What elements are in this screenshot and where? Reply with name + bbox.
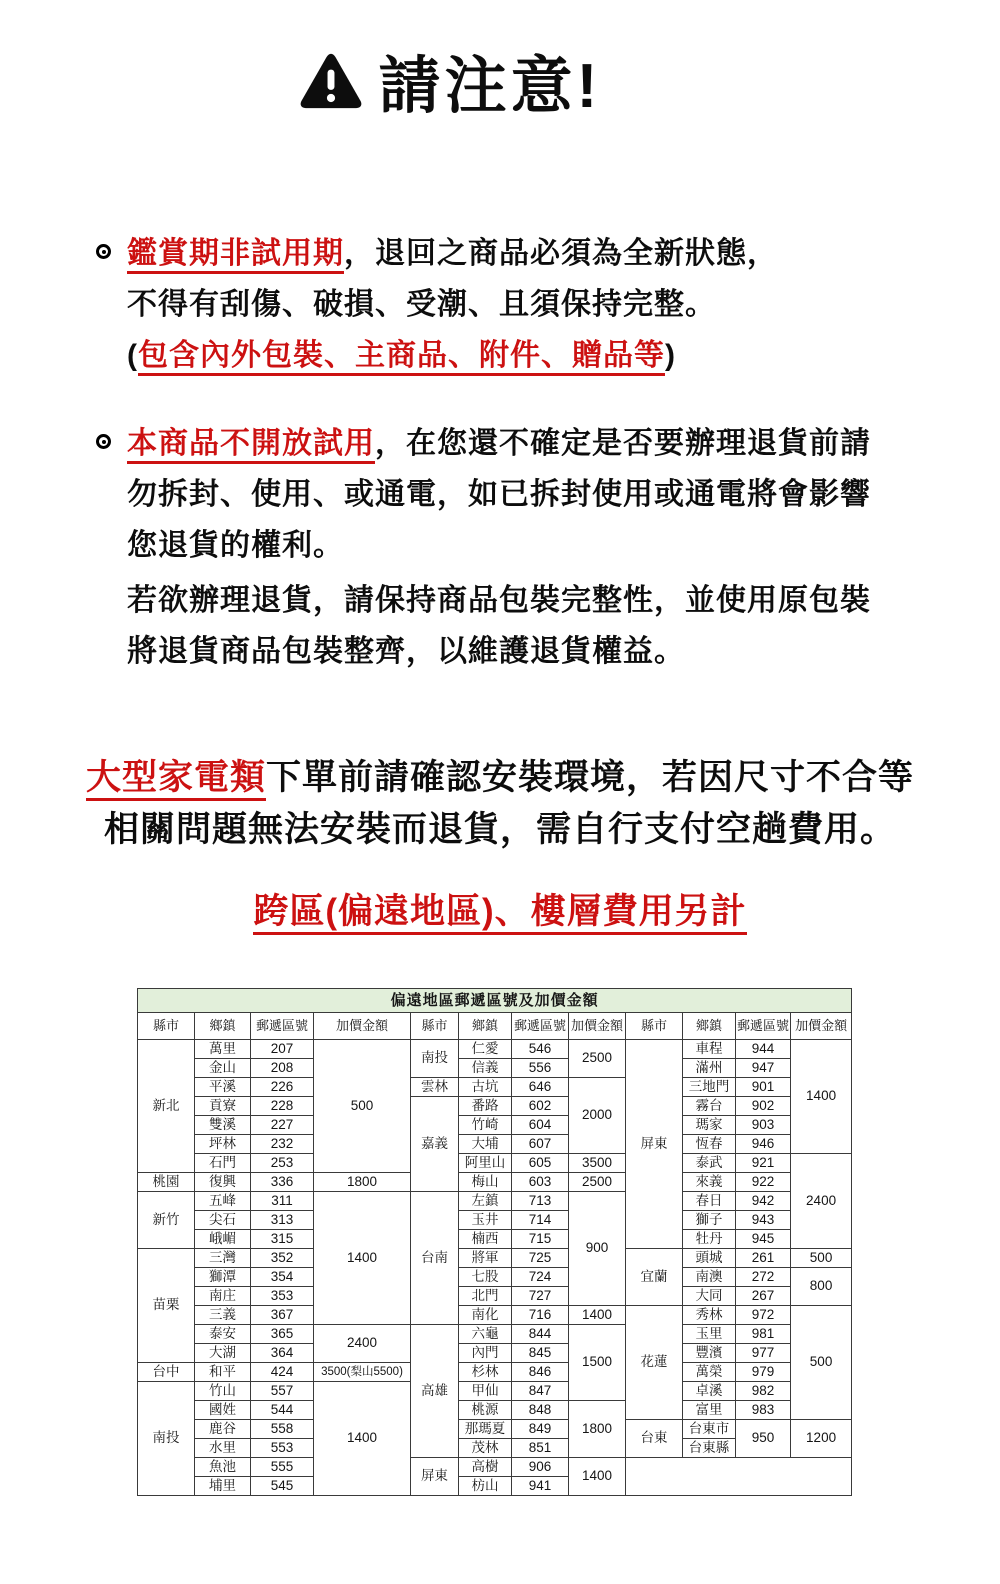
table-cell: 844: [512, 1325, 569, 1344]
table-cell: 甲仙: [459, 1382, 512, 1401]
table-cell: 603: [512, 1173, 569, 1192]
table-cell: 979: [736, 1363, 791, 1382]
table-row: [138, 1363, 852, 1382]
table-column-header: 縣市: [138, 1013, 195, 1040]
table-cell: 226: [251, 1078, 314, 1097]
table-cell: 604: [512, 1116, 569, 1135]
table-cell: 內門: [459, 1344, 512, 1363]
table-cell: 台東縣: [683, 1439, 736, 1458]
table-row: [138, 1268, 852, 1287]
table-cell: 頭城: [683, 1249, 736, 1268]
table-cell: 900: [569, 1192, 626, 1306]
table-cell: 367: [251, 1306, 314, 1325]
table-cell: 瑪家: [683, 1116, 736, 1135]
table-cell: 三地門: [683, 1078, 736, 1097]
table-column-header: 加價金額: [314, 1013, 411, 1040]
table-cell: 353: [251, 1287, 314, 1306]
table-cell: 261: [736, 1249, 791, 1268]
table-cell: 901: [736, 1078, 791, 1097]
table-cell: 207: [251, 1040, 314, 1059]
table-cell: 桃園: [138, 1173, 195, 1192]
table-cell: 267: [736, 1287, 791, 1306]
table-cell: 906: [512, 1458, 569, 1477]
table-cell: 牡丹: [683, 1230, 736, 1249]
table-cell: 364: [251, 1344, 314, 1363]
table-cell: 屏東: [411, 1458, 459, 1496]
table-column-header: 郵遞區號: [512, 1013, 569, 1040]
table-cell: 滿州: [683, 1059, 736, 1078]
table-cell: 950: [736, 1420, 791, 1458]
bullet-icon: [96, 434, 111, 449]
table-cell: 945: [736, 1230, 791, 1249]
notice-item-no-trial: [96, 418, 871, 677]
table-cell: 556: [512, 1059, 569, 1078]
notice-line: 鑑賞期非試用期，退回之商品必須為全新狀態，: [127, 228, 778, 279]
table-cell: 3500(梨山5500): [314, 1363, 411, 1382]
table-cell: 玉井: [459, 1211, 512, 1230]
table-cell: 555: [251, 1458, 314, 1477]
table-cell: 941: [512, 1477, 569, 1496]
table-cell: 三義: [195, 1306, 251, 1325]
table-cell: 三灣: [195, 1249, 251, 1268]
table-cell: 947: [736, 1059, 791, 1078]
table-cell: 石門: [195, 1154, 251, 1173]
surcharge-table: [137, 988, 852, 1496]
table-cell: 恆春: [683, 1135, 736, 1154]
table-cell: 714: [512, 1211, 569, 1230]
table-cell: 峨嵋: [195, 1230, 251, 1249]
table-cell: 那瑪夏: [459, 1420, 512, 1439]
table-cell: 2000: [569, 1078, 626, 1154]
notice-line: 勿拆封、使用、或通電，如已拆封使用或通電將會影響: [127, 478, 871, 511]
table-cell: 南澳: [683, 1268, 736, 1287]
table-cell: 500: [314, 1040, 411, 1173]
table-cell: 724: [512, 1268, 569, 1287]
table-cell: 981: [736, 1325, 791, 1344]
table-cell: 南庄: [195, 1287, 251, 1306]
table-cell: 800: [791, 1268, 852, 1306]
table-cell: 977: [736, 1344, 791, 1363]
table-cell: 豐濱: [683, 1344, 736, 1363]
page-title-text: 請注意!: [378, 52, 602, 121]
table-cell: 1400: [791, 1040, 852, 1154]
table-cell: 646: [512, 1078, 569, 1097]
table-row: [138, 1211, 852, 1230]
table-cell: 古坑: [459, 1078, 512, 1097]
table-cell: 台東市: [683, 1420, 736, 1439]
table-cell: 716: [512, 1306, 569, 1325]
table-row: [138, 1059, 852, 1078]
table-row: [138, 1192, 852, 1211]
table-cell: 727: [512, 1287, 569, 1306]
table-cell: 泰武: [683, 1154, 736, 1173]
table-cell: 大埔: [459, 1135, 512, 1154]
table-cell: 3500: [569, 1154, 626, 1173]
table-cell: 847: [512, 1382, 569, 1401]
table-column-header: 縣市: [626, 1013, 683, 1040]
table-row: [138, 1078, 852, 1097]
table-cell: 南化: [459, 1306, 512, 1325]
table-cell: 2400: [791, 1154, 852, 1249]
table-cell: 左鎮: [459, 1192, 512, 1211]
table-cell: 227: [251, 1116, 314, 1135]
table-cell: 851: [512, 1439, 569, 1458]
table-header-row: [138, 1013, 852, 1040]
table-cell: 607: [512, 1135, 569, 1154]
table-cell: 南投: [411, 1040, 459, 1078]
table-cell: 信義: [459, 1059, 512, 1078]
table-cell: 宜蘭: [626, 1249, 683, 1306]
table-column-header: 鄉鎮: [195, 1013, 251, 1040]
table-cell: 梅山: [459, 1173, 512, 1192]
table-cell: 大湖: [195, 1344, 251, 1363]
table-cell: 台南: [411, 1192, 459, 1325]
table-cell: 921: [736, 1154, 791, 1173]
table-cell: 仁愛: [459, 1040, 512, 1059]
table-row: [138, 1306, 852, 1325]
table-cell: 849: [512, 1420, 569, 1439]
emphasis-text: 本商品不開放試用: [127, 427, 375, 464]
table-cell: 萬榮: [683, 1363, 736, 1382]
table-cell: 國姓: [195, 1401, 251, 1420]
table-cell: 2500: [569, 1173, 626, 1192]
table-cell: 新竹: [138, 1192, 195, 1249]
table-cell: 復興: [195, 1173, 251, 1192]
table-cell: 貢寮: [195, 1097, 251, 1116]
table-cell: 424: [251, 1363, 314, 1382]
table-cell: 715: [512, 1230, 569, 1249]
table-cell: 232: [251, 1135, 314, 1154]
appliance-notice: [0, 752, 1000, 938]
table-cell: 944: [736, 1040, 791, 1059]
surcharge-table-body: [138, 1040, 852, 1496]
table-row: [138, 1420, 852, 1439]
table-cell: 605: [512, 1154, 569, 1173]
table-row: [138, 1040, 852, 1059]
table-cell: 水里: [195, 1439, 251, 1458]
notice-line: 相關問題無法安裝而退貨，需自行支付空趟費用。: [103, 810, 896, 849]
table-cell: 新北: [138, 1040, 195, 1173]
table-cell: 平溪: [195, 1078, 251, 1097]
table-cell: 557: [251, 1382, 314, 1401]
table-row: [138, 1097, 852, 1116]
table-column-header: 加價金額: [569, 1013, 626, 1040]
table-cell: 546: [512, 1040, 569, 1059]
table-cell: 846: [512, 1363, 569, 1382]
table-row: [138, 1401, 852, 1420]
table-cell: 365: [251, 1325, 314, 1344]
table-cell: 將軍: [459, 1249, 512, 1268]
table-row: [138, 1116, 852, 1135]
table-cell: 埔里: [195, 1477, 251, 1496]
table-cell: 2400: [314, 1325, 411, 1363]
table-cell: 500: [791, 1249, 852, 1268]
table-cell: 大同: [683, 1287, 736, 1306]
table-cell: 972: [736, 1306, 791, 1325]
table-cell: 2500: [569, 1040, 626, 1078]
table-cell: 和平: [195, 1363, 251, 1382]
notice-line: 大型家電類下單前請確認安裝環境，若因尺寸不合等: [0, 752, 1000, 804]
table-cell: 來義: [683, 1173, 736, 1192]
table-row: [138, 1382, 852, 1401]
table-cell: 獅潭: [195, 1268, 251, 1287]
table-cell: 500: [791, 1306, 852, 1420]
table-column-header: 鄉鎮: [459, 1013, 512, 1040]
table-row: [138, 1249, 852, 1268]
emphasis-text: 鑑賞期非試用期: [127, 237, 344, 274]
table-cell: 台中: [138, 1363, 195, 1382]
table-row: [138, 1287, 852, 1306]
table-cell: 杉林: [459, 1363, 512, 1382]
table-column-header: 郵遞區號: [251, 1013, 314, 1040]
table-cell: 545: [251, 1477, 314, 1496]
table-cell: 番路: [459, 1097, 512, 1116]
table-cell: 竹山: [195, 1382, 251, 1401]
notice-line: 您退貨的權利。: [127, 529, 344, 562]
table-row: [138, 1344, 852, 1363]
notice-line: 本商品不開放試用，在您還不確定是否要辦理退貨前請: [127, 418, 871, 469]
table-row: [138, 1230, 852, 1249]
table-cell: 1200: [791, 1420, 852, 1458]
table-cell: 903: [736, 1116, 791, 1135]
table-cell: 311: [251, 1192, 314, 1211]
table-cell: 高雄: [411, 1325, 459, 1458]
table-cell: 富里: [683, 1401, 736, 1420]
table-cell: 602: [512, 1097, 569, 1116]
table-cell: 1800: [314, 1173, 411, 1192]
table-cell: 354: [251, 1268, 314, 1287]
table-cell: 苗栗: [138, 1249, 195, 1363]
table-cell: 1400: [314, 1382, 411, 1496]
table-cell: 獅子: [683, 1211, 736, 1230]
table-row: [138, 1325, 852, 1344]
table-cell: 544: [251, 1401, 314, 1420]
table-row: [138, 1154, 852, 1173]
table-cell: 鹿谷: [195, 1420, 251, 1439]
table-cell: 竹崎: [459, 1116, 512, 1135]
emphasis-text: 大型家電類: [86, 758, 266, 801]
table-cell: 553: [251, 1439, 314, 1458]
table-cell: 1400: [314, 1192, 411, 1325]
table-cell: 313: [251, 1211, 314, 1230]
table-cell: 253: [251, 1154, 314, 1173]
table-cell: 卓溪: [683, 1382, 736, 1401]
table-cell: 1400: [569, 1306, 626, 1325]
notice-line: 將退貨商品包裝整齊，以維護退貨權益。: [127, 635, 685, 668]
table-row: [138, 1173, 852, 1192]
table-cell: 春日: [683, 1192, 736, 1211]
table-cell: 南投: [138, 1382, 195, 1496]
table-cell: 尖石: [195, 1211, 251, 1230]
notice-line: 若欲辦理退貨，請保持商品包裝完整性，並使用原包裝: [127, 584, 871, 617]
notice-line: (包含內外包裝、主商品、附件、贈品等): [127, 330, 778, 381]
table-cell: 352: [251, 1249, 314, 1268]
table-cell: 楠西: [459, 1230, 512, 1249]
notice-item-inspection-period: [96, 228, 778, 381]
table-cell: 1800: [569, 1401, 626, 1458]
table-cell: 萬里: [195, 1040, 251, 1059]
table-column-header: 縣市: [411, 1013, 459, 1040]
table-title: 偏遠地區郵遞區號及加價金額: [138, 989, 852, 1013]
table-cell: 922: [736, 1173, 791, 1192]
table-cell: 台東: [626, 1420, 683, 1458]
remote-area-subheading: 跨區(偏遠地區)、樓層費用另計: [0, 886, 1000, 938]
table-cell: 983: [736, 1401, 791, 1420]
page-title: [0, 36, 900, 125]
table-cell: 阿里山: [459, 1154, 512, 1173]
table-cell: 雲林: [411, 1078, 459, 1097]
table-row: [138, 1135, 852, 1154]
notice-line: 不得有刮傷、破損、受潮、且須保持完整。: [127, 288, 716, 321]
table-cell: 坪林: [195, 1135, 251, 1154]
table-cell: 屏東: [626, 1040, 683, 1249]
table-cell: 霧台: [683, 1097, 736, 1116]
table-column-header: 郵遞區號: [736, 1013, 791, 1040]
table-cell: 336: [251, 1173, 314, 1192]
table-cell: 845: [512, 1344, 569, 1363]
table-cell: 嘉義: [411, 1097, 459, 1192]
table-cell: 228: [251, 1097, 314, 1116]
table-cell: 208: [251, 1059, 314, 1078]
emphasis-text: 包含內外包裝、主商品、附件、贈品等: [138, 339, 665, 376]
table-cell: 558: [251, 1420, 314, 1439]
table-cell: 高樹: [459, 1458, 512, 1477]
table-cell: 泰安: [195, 1325, 251, 1344]
table-cell: 枋山: [459, 1477, 512, 1496]
table-cell: 車程: [683, 1040, 736, 1059]
table-column-header: 鄉鎮: [683, 1013, 736, 1040]
bullet-icon: [96, 244, 111, 259]
table-cell: 六龜: [459, 1325, 512, 1344]
table-cell: 北門: [459, 1287, 512, 1306]
table-cell: 982: [736, 1382, 791, 1401]
table-cell: 七股: [459, 1268, 512, 1287]
table-cell: 雙溪: [195, 1116, 251, 1135]
table-cell: 272: [736, 1268, 791, 1287]
table-cell: 902: [736, 1097, 791, 1116]
table-cell: 秀林: [683, 1306, 736, 1325]
table-column-header: 加價金額: [791, 1013, 852, 1040]
table-cell: 1400: [569, 1458, 626, 1496]
table-cell: 五峰: [195, 1192, 251, 1211]
table-cell: 花蓮: [626, 1306, 683, 1420]
table-cell: 玉里: [683, 1325, 736, 1344]
table-cell: 943: [736, 1211, 791, 1230]
table-cell: 魚池: [195, 1458, 251, 1477]
table-cell: 桃源: [459, 1401, 512, 1420]
remote-area-table-wrapper: [137, 988, 852, 1496]
table-cell: 315: [251, 1230, 314, 1249]
table-cell: 1500: [569, 1325, 626, 1401]
table-row: [138, 1458, 852, 1477]
table-cell: 茂林: [459, 1439, 512, 1458]
table-cell: 946: [736, 1135, 791, 1154]
table-cell: [626, 1458, 852, 1496]
table-cell: 848: [512, 1401, 569, 1420]
table-cell: 725: [512, 1249, 569, 1268]
warning-triangle-icon: [299, 52, 363, 110]
table-cell: 金山: [195, 1059, 251, 1078]
table-cell: 942: [736, 1192, 791, 1211]
table-cell: 713: [512, 1192, 569, 1211]
